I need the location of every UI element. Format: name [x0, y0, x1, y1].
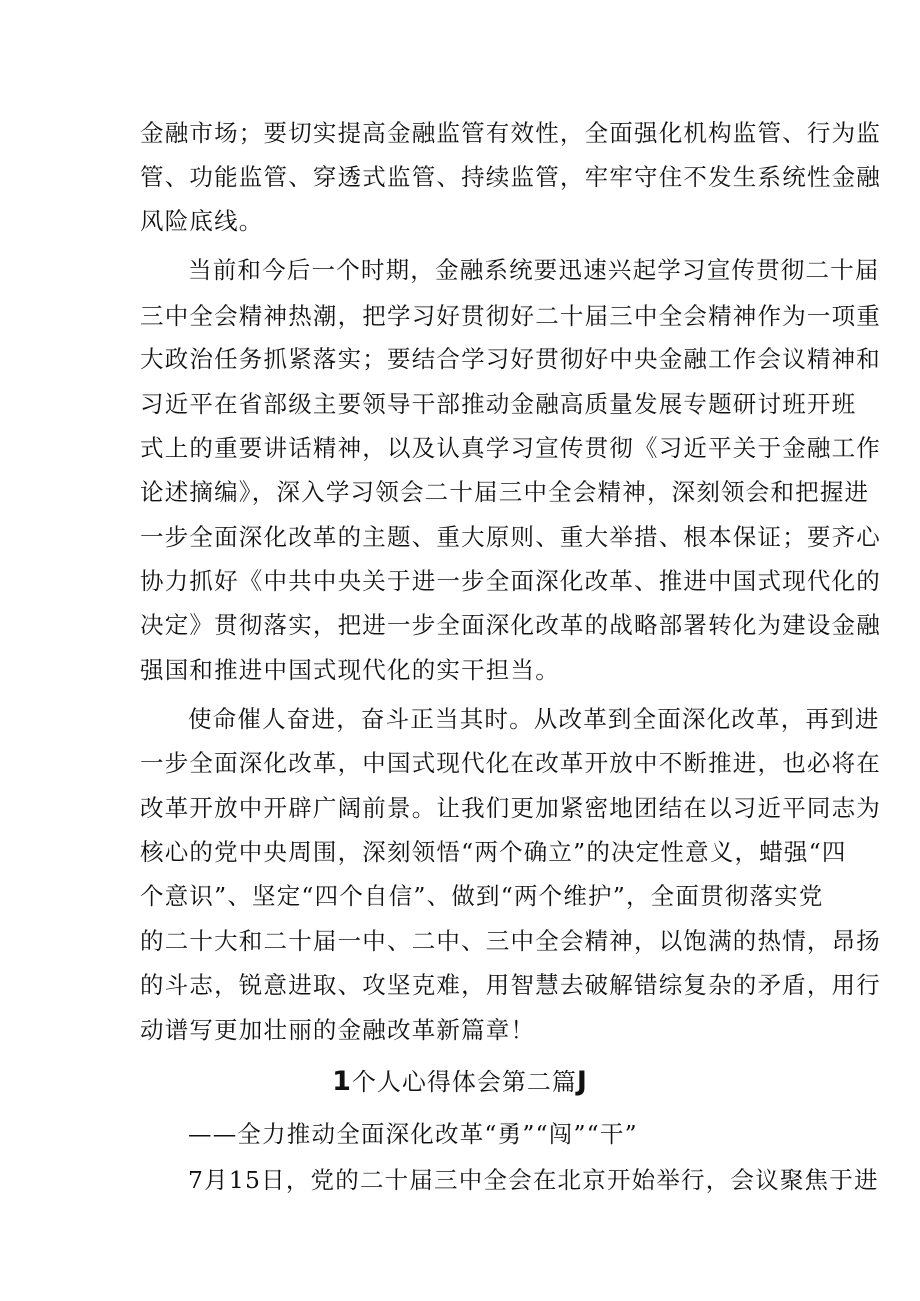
paragraph-line: 大政治任务抓紧落实；要结合学习好贯彻好中央金融工作会议精神和	[140, 345, 881, 373]
paragraph-line: 管、功能监管、穿透式监管、持续监管，牢牢守住不发生系统性金融	[140, 163, 881, 191]
paragraph-line: 论述摘编》，深入学习领会二十届三中全会精神，深刻领会和把握进	[140, 478, 870, 506]
paragraph-line: 当前和今后一个时期，金融系统要迅速兴起学习宣传贯彻二十届	[188, 256, 880, 284]
paragraph-line: 三中全会精神热潮，把学习好贯彻好二十届三中全会精神作为一项重	[140, 302, 881, 330]
paragraph-line: 7月15日，党的二十届三中全会在北京开始举行，会议聚焦于进	[188, 1166, 879, 1194]
section-subtitle: ——全力推动全面深化改革“勇”“闯”“干”	[188, 1120, 638, 1148]
paragraph-line: 一步全面深化改革的主题、重大原则、重大举措、根本保证；要齐心	[140, 523, 881, 551]
paragraph-line: 式上的重要讲话精神，以及认真学习宣传贯彻《习近平关于金融工作	[140, 434, 881, 462]
section-heading	[0, 1065, 920, 1099]
paragraph-line: 习近平在省部级主要领导干部推动金融高质量发展专题研讨班开班	[140, 390, 857, 418]
paragraph-line: 使命催人奋进，奋斗正当其时。从改革到全面深化改革，再到进	[188, 705, 880, 733]
heading-text: 个人心得体会第二篇	[351, 1068, 577, 1096]
paragraph-line: 核心的党中央周围，深刻领悟“两个确立”的决定性意义，蜡强“四	[140, 838, 847, 866]
paragraph-line: 的二十大和二十届一中、二中、三中全会精神，以饱满的热情，昂扬	[140, 927, 881, 955]
paragraph-line: 风险底线。	[140, 207, 264, 235]
paragraph-line: 动谱写更加壮丽的金融改革新篇章！	[140, 1016, 536, 1044]
paragraph-line: 协力抓好《中共中央关于进一步全面深化改革、推进中国式现代化的	[140, 567, 881, 595]
heading-suffix: J	[576, 1066, 588, 1097]
paragraph-line: 一步全面深化改革，中国式现代化在改革开放中不断推进，也必将在	[140, 749, 881, 777]
paragraph-line: 强国和推进中国式现代化的实干担当。	[140, 656, 560, 684]
paragraph-line: 个意识”、坚定“四个自信”、做到“两个维护”，全面贯彻落实党	[140, 882, 824, 910]
paragraph-line: 的斗志，锐意进取、攻坚克难，用智慧去破解错综复杂的矛盾，用行	[140, 971, 881, 999]
heading-prefix: 1	[332, 1066, 352, 1097]
paragraph-line: 金融市场；要切实提高金融监管有效性，全面强化机构监管、行为监	[140, 119, 881, 147]
paragraph-line: 决定》贯彻落实，把进一步全面深化改革的战略部署转化为建设金融	[140, 611, 881, 639]
paragraph-line: 改革开放中开辟广阔前景。让我们更加紧密地团结在以习近平同志为	[140, 794, 881, 822]
